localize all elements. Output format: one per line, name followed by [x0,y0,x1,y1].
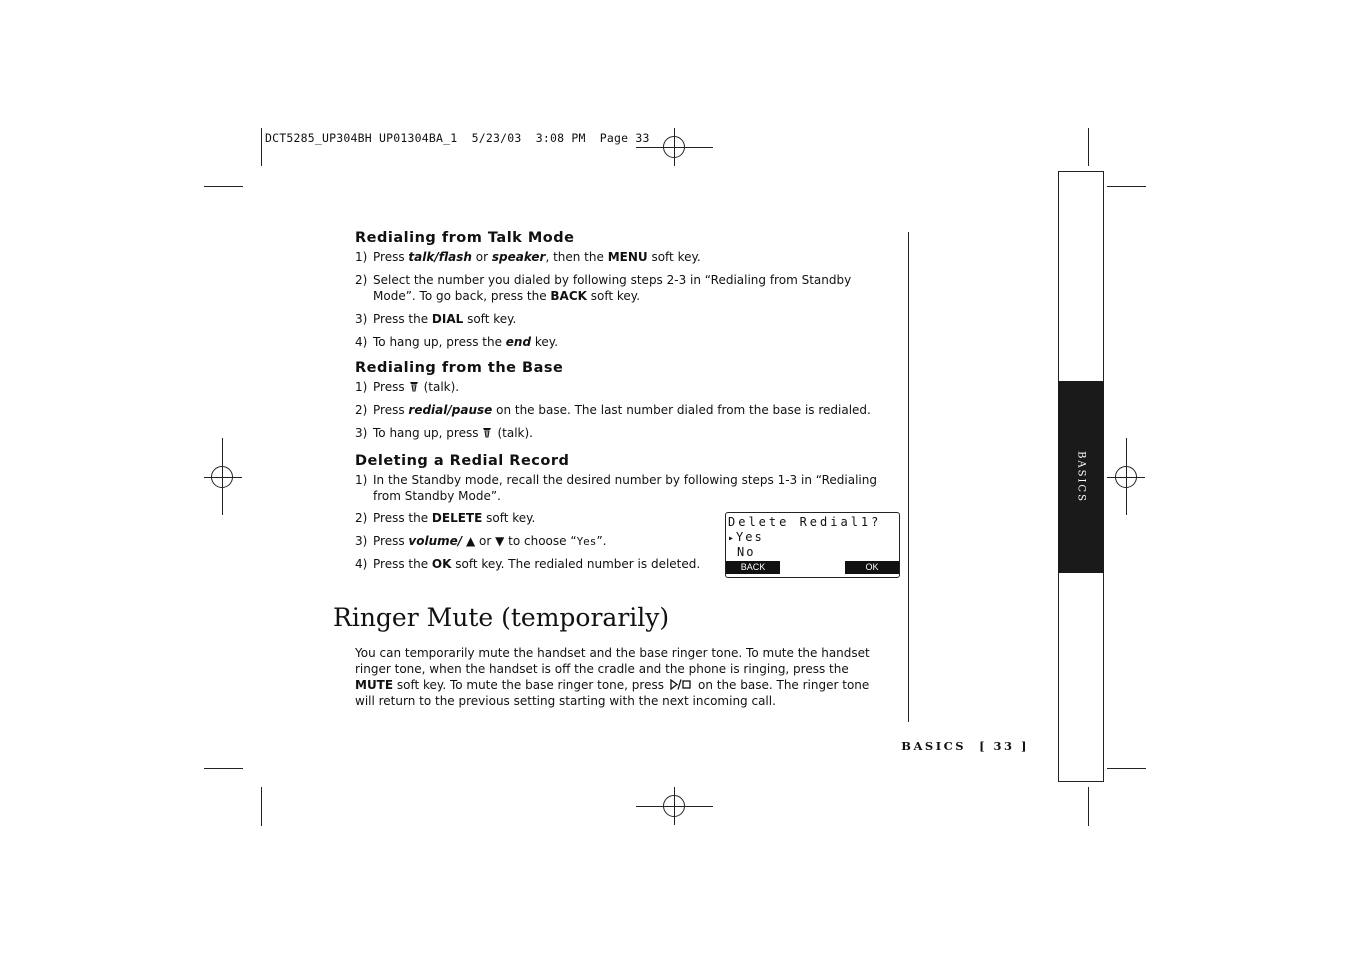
lcd-screen [725,512,900,578]
lcd-softkey-back: BACK [726,561,780,574]
step-delete-1: 1) In the Standby mode, recall the desired number by following steps 1-3 in “Redialing from Standby Mode”. [355,473,877,503]
section-heading-delete: Deleting a Redial Record [355,453,570,469]
talk-phone-icon [409,381,419,393]
step-talk-1: 1) Press talk/flash or speaker, then the MENU soft key. [355,250,701,264]
step-talk-4: 4) To hang up, press the end key. [355,335,559,349]
crop-mark [204,768,243,769]
crop-mark [261,128,262,166]
step-base-1: 1) Press (talk). [355,380,460,394]
crop-mark [1107,768,1146,769]
crop-mark [261,787,262,826]
lcd-line-yes: ▸Yes [728,530,764,544]
section-heading-base: Redialing from the Base [355,360,564,376]
crop-mark [204,186,243,187]
page-title: Ringer Mute (temporarily) [333,603,670,632]
talk-phone-icon [482,427,492,439]
lcd-line-title: Delete Redial1? [728,515,882,529]
lcd-softkey-ok: OK [845,561,899,574]
section-heading-talk-mode: Redialing from Talk Mode [355,230,575,246]
step-talk-3: 3) Press the DIAL soft key. [355,312,517,326]
crop-mark [1088,787,1089,826]
footer-section: BASICS [901,739,967,753]
step-delete-3: 3) Press volume/ ▲ or ▼ to choose “Yes”. [355,534,607,548]
step-base-3: 3) To hang up, press (talk). [355,426,533,440]
page-footer [901,739,1029,753]
step-delete-4: 4) Press the OK soft key. The redialed number is deleted. [355,557,701,571]
column-rule [908,232,909,722]
page-number: [ 33 ] [979,739,1029,753]
step-base-2: 2) Press redial/pause on the base. The last number dialed from the base is redialed. [355,403,871,417]
lcd-line-no: No [737,545,756,559]
lcd-cursor-icon: ▸ [728,533,737,544]
step-delete-2: 2) Press the DELETE soft key. [355,511,536,525]
crop-mark [1107,186,1146,187]
ringer-mute-paragraph: You can temporarily mute the handset and the base ringer tone. To mute the handset ringer tone, when the handset is off the cradle and the phone is ringing, press the MUTE soft key. To mute the base ringer tone, press on the base. The ringer tone will return to the previous setting starting with the next incoming call. [355,646,870,708]
step-talk-2: 2) Select the number you dialed by following steps 2-3 in “Redialing from Standby Mode”. To go back, press the BACK soft key. [355,273,852,303]
crop-mark [1088,128,1089,166]
play-stop-icon [670,679,692,690]
side-tab-label: BASICS [1075,451,1087,503]
print-slug: DCT5285_UP304BH UP01304BA_1 5/23/03 3:08 PM Page 33 [265,131,650,145]
